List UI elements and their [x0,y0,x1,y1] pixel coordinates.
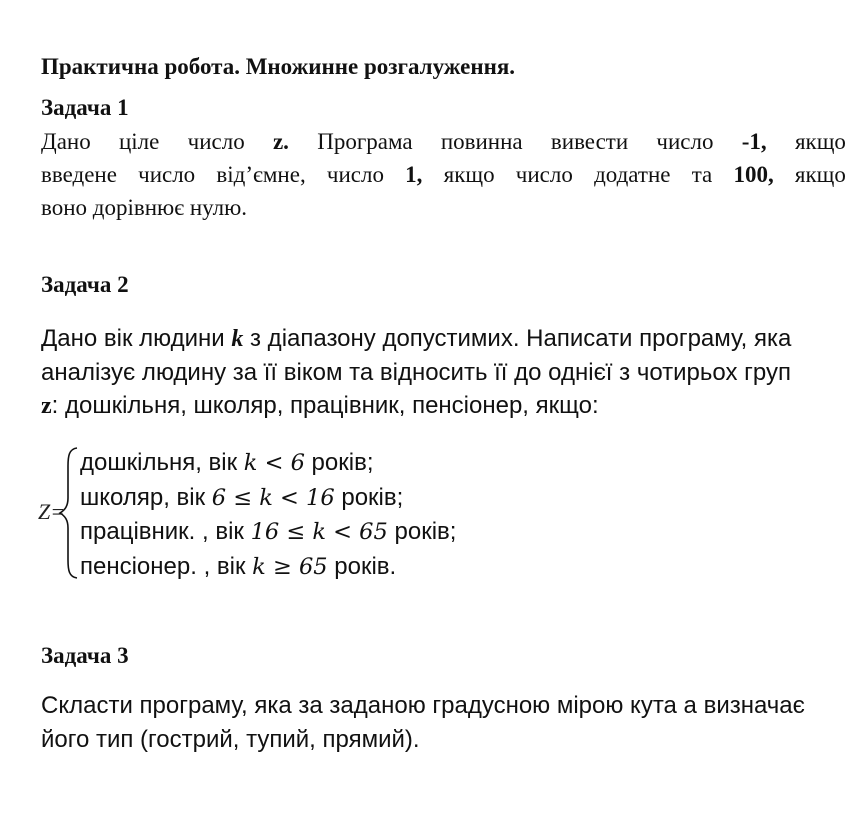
case-worker [80,515,456,550]
word: число [515,162,573,187]
task2-text [41,322,791,423]
case-schoolchild [80,481,456,516]
word: від’ємне, [216,162,306,187]
text: з діапазону допустимих. Написати програму, яка [243,325,792,352]
case-condition: k ≥ 65 [252,553,328,580]
task3-heading: Задача 3 [41,643,129,668]
word: повинна [440,129,523,154]
case-condition: 6 ≤ k < 16 [211,484,335,511]
task3-text [41,689,805,757]
word: введене [41,162,117,187]
task1-line3: воно дорівнює нулю. [41,195,248,220]
value-hundred: 100, [733,162,774,187]
task1-line1 [41,125,846,158]
case-preschooler [80,446,456,481]
text: : дошкільня, школяр, працівник, пенсіонер, якщо: [51,392,599,419]
task3-line1: Скласти програму, яка за заданою градусною мірою кута а визначає [41,692,805,719]
case-unit: років; [334,483,404,511]
case-unit: років. [327,552,397,580]
word: вивести [550,129,629,154]
case-name: пенсіонер. , вік [80,552,253,580]
task2-line1 [41,322,791,356]
case-pensioner [80,550,456,585]
word: якщо [443,162,495,187]
word: число [138,162,196,187]
case-condition: 16 ≤ k < 65 [250,519,388,545]
word: додатне [594,162,671,187]
case-unit: років; [387,518,457,545]
var-k: k [231,326,244,352]
case-condition: k < 6 [243,450,305,476]
left-brace-icon [58,446,80,580]
task2-line3 [41,389,791,423]
word: якщо [794,129,846,154]
task1-heading: Задача 1 [41,95,129,120]
value-minus-one: -1, [741,129,767,154]
word: та [691,162,713,187]
text: Дано вік людини [41,325,232,352]
z-label: Z= [38,499,66,524]
task2-line2: аналізує людину за її віком та відносить її до однієї з чотирьох груп [41,359,791,386]
case-name: школяр, вік [80,483,212,511]
word: якщо [794,162,846,187]
word: Програма [317,129,413,154]
word: число [187,129,245,154]
task3-line2: його тип (гострий, тупий, прямий). [41,726,420,753]
word: число [656,129,714,154]
value-one: 1, [405,162,423,187]
case-name: працівник. , вік [80,518,251,545]
page-title: Практична робота. Множинне розгалуження. [41,54,516,79]
case-unit: років; [304,449,374,476]
task1-line2 [41,158,846,191]
var-z: z. [272,129,289,154]
var-z: z [41,393,52,419]
word: число [326,162,384,187]
case-name: дошкільня, вік [80,449,244,476]
piecewise-cases [80,446,456,584]
task1-text [41,125,846,224]
word: ціле [118,129,160,154]
word: Дано [41,129,91,154]
task2-heading: Задача 2 [41,272,129,297]
